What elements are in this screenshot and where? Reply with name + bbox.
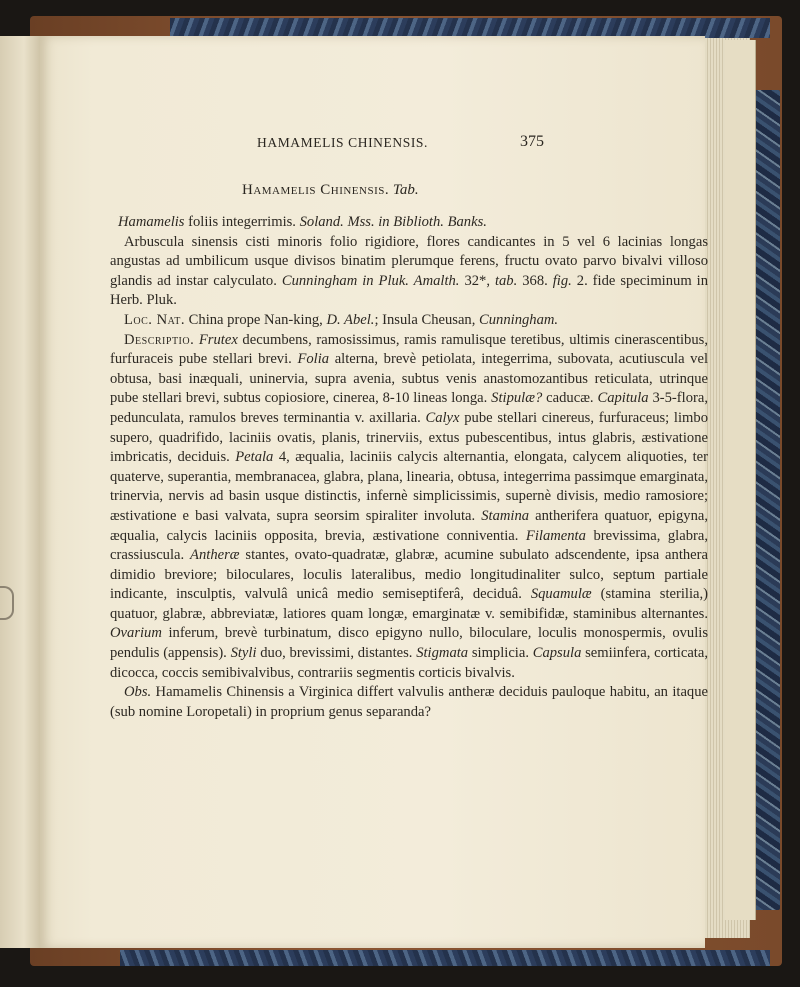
text-segment: 4, æqualia, laciniis calycis alternantia, elongata, calycem aliquoties, ter quaterve, superantia, membranacea, glabra, plana, linearia, obtusa, integerrima passimque emarginata, trinervia, nervis ad basin usque distinctis, infernè simplicissimis, supernè divisis, medio ramosiore; æstivatione e basi valvata, supra seorsim spiraliter involuta. xyxy=(110,449,708,524)
text-segment: brevissima, glabra, crassiuscula. xyxy=(110,527,708,564)
text-segment: alterna, brevè petiolata, integerrima, subovata, acutiuscula vel obtusa, basi inæquali, uninervia, supra avenia, subtus venis anastomozantibus reticulata, utrinque pube stellari brevi, subtus copiosiore, cinerea, 8-10 lineas longa. xyxy=(110,351,709,407)
text-segment: stantes, ovato-quadratæ, glabræ, acumine subulato adscendente, ipsa anthera dimidio breviore; biloculares, loculis lateralibus, medio longitudinaliter sulco, septum partiale indicante, insculptis, valvulâ unicâ medio semiseptiferâ, deciduâ. xyxy=(110,547,709,603)
text-segment: inferum, brevè turbinatum, disco epigyno nullo, biloculare, loculis monospermis, ovulis pendulis (appensis). xyxy=(110,625,708,662)
running-title: HAMAMELIS CHINENSIS. xyxy=(257,135,429,150)
paragraph-diagnosis xyxy=(110,213,708,233)
text-segment: Capitula xyxy=(597,390,649,407)
text-segment: Frutex xyxy=(198,331,238,348)
species-heading xyxy=(242,182,419,199)
paragraph-locality xyxy=(110,311,708,331)
page-body xyxy=(110,213,708,722)
running-header xyxy=(0,135,800,157)
facing-page-glyph xyxy=(0,586,14,620)
paragraph-observation xyxy=(110,683,708,722)
text-segment: 2. fide speciminum in Herb. Pluk. xyxy=(110,272,709,309)
text-segment: Stamina xyxy=(481,507,530,524)
text-segment: Hamamelis Chinensis a Virginica differt valvulis antheræ deciduis pauloque habitu, an itaque (sub nomine Loropetali) in proprium genus separanda? xyxy=(110,684,708,720)
text-segment: Petala xyxy=(235,449,274,466)
text-segment: 368. xyxy=(517,272,553,289)
text-segment: semiinfera, corticata, dicocca, coccis semibivalvibus, contrariis segmentis corticis bivalvis. xyxy=(110,645,708,681)
text-segment: 32*, xyxy=(459,272,495,289)
text-segment: Obs. xyxy=(124,684,152,701)
text-segment: Calyx xyxy=(425,409,460,426)
tab-reference: Tab. xyxy=(392,182,419,198)
text-segment: Cunningham in Pluk. Amalth. xyxy=(281,272,460,289)
paragraph-description-short xyxy=(110,233,708,311)
text-segment: foliis integerrimis. xyxy=(184,214,300,230)
text-segment: Cunningham. xyxy=(479,311,559,328)
facing-page-edge xyxy=(0,36,41,948)
page-edges-outer xyxy=(725,40,756,920)
paragraph-descriptio xyxy=(110,331,708,684)
text-segment: China prope Nan-king, xyxy=(185,311,327,328)
text-segment: D. Abel. xyxy=(326,311,375,328)
text-segment: Folia xyxy=(297,351,330,368)
text-segment: Capsula xyxy=(532,645,582,662)
text-segment: Soland. Mss. in Biblioth. Banks. xyxy=(299,214,487,230)
text-segment: pube stellari cinereus, furfuraceus; limbo supero, quadrifido, laciniis ovatis, planis, trinerviis, extus pubescentibus, intus glabris, æstivatione imbricatis, deciduis. xyxy=(110,409,708,466)
text-segment: Hamamelis xyxy=(118,214,185,230)
text-segment: Stigmata xyxy=(416,645,469,662)
text-segment: simplicia. xyxy=(468,645,533,662)
text-segment: Loc. Nat. xyxy=(124,311,186,328)
text-segment: tab. xyxy=(494,272,518,289)
text-segment: Styli xyxy=(230,645,257,662)
text-segment: Filamenta xyxy=(525,527,586,544)
text-segment: decumbens, ramosissimus, ramis ramulisque teretibus, ultimis cinerascentibus, furfuraceis pube stellari brevi. xyxy=(110,331,708,368)
text-segment: Squamulæ xyxy=(530,586,592,603)
text-segment: fig. xyxy=(552,272,572,289)
text-segment: duo, brevissimi, distantes. xyxy=(256,645,417,662)
text-segment: ; Insula Cheusan, xyxy=(374,311,480,328)
marbled-edge-bottom xyxy=(120,950,770,966)
text-segment: Stipulæ? xyxy=(491,390,543,407)
page-number: 375 xyxy=(520,133,544,150)
species-name: Hamamelis Chinensis. xyxy=(242,182,390,198)
text-segment: antherifera quatuor, epigyna, æqualia, calycis laciniis opposita, brevia, æstivatione conniventia. xyxy=(110,507,708,544)
text-segment: caducæ. xyxy=(542,390,598,407)
text-segment: Descriptio. xyxy=(124,331,195,348)
text-segment: Arbuscula sinensis cisti minoris folio rigidiore, flores candicantes in 5 vel 6 lacinias longas angustas ad umbilicum usque divisos binatim plerumque ferens, fructu ovato parvo bivalvi villoso glandis ad instar calyculato. xyxy=(110,233,708,289)
text-segment: 3-5-flora, pedunculata, ramulos breves terminantia v. axillaria. xyxy=(110,390,708,426)
marbled-edge-top xyxy=(170,18,770,38)
text-segment: Ovarium xyxy=(110,625,162,642)
text-segment: Antheræ xyxy=(190,547,240,564)
text-segment: (stamina sterilia,) quatuor, glabræ, abbreviatæ, latiores quam longæ, emarginatæ v. semibifidæ, staminibus alternantes. xyxy=(110,586,708,622)
